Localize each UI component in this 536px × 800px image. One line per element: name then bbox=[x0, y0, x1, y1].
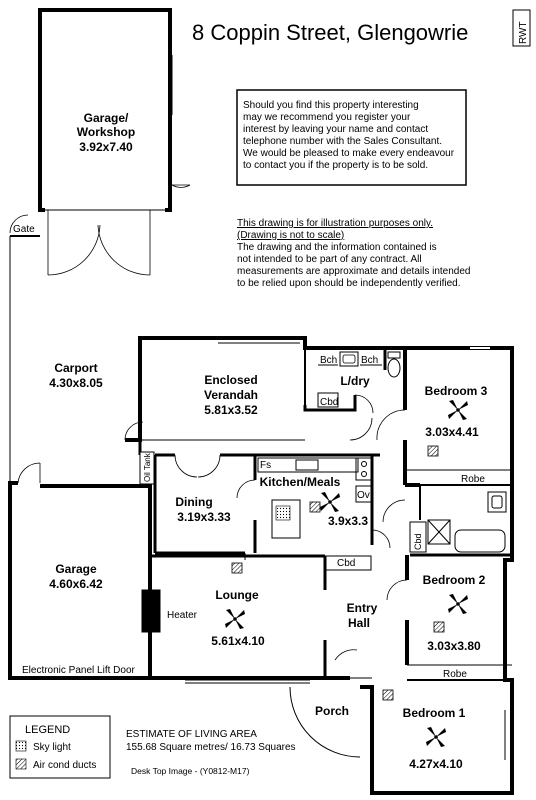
bathroom bbox=[383, 485, 512, 555]
kitchen-dims: 3.9x3.3 bbox=[327, 514, 369, 528]
fridge-space-label: Fs bbox=[260, 460, 272, 471]
contact-line-5: We would be pleased to make every endeavour bbox=[243, 148, 455, 159]
hall-cupboard-label: Cbd bbox=[337, 558, 356, 569]
verandah-name2: Verandah bbox=[203, 388, 259, 402]
porch-outline bbox=[290, 687, 360, 757]
page-title: 8 Coppin Street, Glengowrie bbox=[192, 20, 469, 45]
dining-dims: 3.19x3.33 bbox=[177, 510, 231, 524]
contact-line-1: Should you find this property interesting bbox=[243, 100, 419, 111]
laundry-name: L/dry bbox=[340, 374, 370, 388]
oil-tank-label: Oil Tank bbox=[143, 453, 152, 482]
garage-workshop-name1: Garage/ bbox=[83, 111, 129, 125]
disclaimer-line-4: not intended to be part of any contract. All bbox=[237, 254, 422, 265]
robe-label-bedroom3: Robe bbox=[461, 474, 485, 485]
garage-door-label: Electronic Panel Lift Door bbox=[22, 665, 135, 676]
legend-title: LEGEND bbox=[25, 724, 71, 736]
contact-line-6: to contact you if the property is to be sold. bbox=[243, 160, 429, 171]
contact-line-4: telephone number with the Sales Consultant. bbox=[243, 136, 443, 147]
estimate-line-2: 155.68 Square metres/ 16.73 Squares bbox=[126, 742, 296, 753]
toilet bbox=[388, 352, 400, 377]
bedroom1-ceiling-fan-icon bbox=[426, 727, 446, 747]
garage-dims: 4.60x6.42 bbox=[49, 577, 103, 591]
contact-line-3: interest by leaving your name and contact bbox=[243, 124, 429, 135]
bedroom1-dims: 4.27x4.10 bbox=[409, 757, 463, 771]
heater-label: Heater bbox=[167, 610, 198, 621]
carport-area bbox=[10, 236, 140, 483]
lounge-aircon-duct-icon bbox=[232, 563, 242, 573]
bedroom3-aircon-duct-icon bbox=[428, 446, 438, 456]
bedroom3-room bbox=[377, 348, 512, 485]
legend-skylight-icon bbox=[16, 741, 26, 751]
kitchen-room bbox=[258, 455, 390, 548]
bedroom3-ceiling-fan-icon bbox=[448, 400, 468, 420]
lounge-name: Lounge bbox=[215, 588, 259, 602]
bedroom2-name: Bedroom 2 bbox=[422, 573, 486, 587]
disclaimer-line-2: (Drawing is not to scale) bbox=[237, 230, 345, 241]
verandah-name1: Enclosed bbox=[204, 373, 258, 387]
robe-label-bedroom2: Robe bbox=[443, 669, 467, 680]
bedroom3-name: Bedroom 3 bbox=[424, 384, 488, 398]
carport-dims: 4.30x8.05 bbox=[49, 376, 103, 390]
bedroom2-door-swing bbox=[387, 580, 407, 600]
bedroom1-name: Bedroom 1 bbox=[402, 706, 466, 720]
carport-name: Carport bbox=[54, 361, 98, 375]
kitchen-name: Kitchen/Meals bbox=[259, 475, 341, 489]
disclaimer-line-1: This drawing is for illustration purposes only. bbox=[237, 218, 434, 229]
entry-name2: Hall bbox=[347, 616, 371, 630]
bedroom1-aircon-duct-icon bbox=[383, 690, 393, 700]
bench-label-1: Bch bbox=[320, 355, 338, 366]
bedroom2-ceiling-fan-icon bbox=[448, 594, 468, 614]
garage-workshop-dims: 3.92x7.40 bbox=[79, 140, 133, 154]
disclaimer-line-5: measurements are approximate and details intended bbox=[237, 266, 471, 277]
disclaimer-line-3: The drawing and the information contained is bbox=[237, 242, 437, 253]
verandah-dims: 5.81x3.52 bbox=[204, 403, 258, 417]
bedroom2-aircon-duct-icon bbox=[434, 622, 444, 632]
legend-aircon-icon bbox=[16, 759, 26, 769]
contact-line-2: may we recommend you register your bbox=[243, 112, 411, 123]
porch-name: Porch bbox=[314, 704, 350, 718]
lounge-dims: 5.61x4.10 bbox=[211, 634, 265, 648]
bedroom2-dims: 3.03x3.80 bbox=[427, 639, 481, 653]
bench-label-2: Bch bbox=[361, 355, 379, 366]
gate-label: Gate bbox=[13, 224, 35, 235]
disclaimer-line-6: to be relied upon should be independently verified. bbox=[237, 278, 461, 289]
kitchen-ceiling-fan-icon bbox=[320, 492, 340, 512]
dining-name: Dining bbox=[175, 495, 213, 509]
lounge-ceiling-fan-icon bbox=[225, 609, 245, 629]
estimate-line-1: ESTIMATE OF LIVING AREA bbox=[126, 729, 257, 740]
oven-label: Ov bbox=[357, 490, 370, 501]
bath-cupboard-label: Cbd bbox=[413, 533, 423, 550]
garage-workshop-name2: Workshop bbox=[76, 125, 136, 139]
bedroom2-room bbox=[407, 585, 512, 680]
entry-name1: Entry bbox=[346, 601, 378, 615]
legend-aircon-label: Air cond ducts bbox=[33, 760, 97, 771]
garage-name: Garage bbox=[55, 562, 97, 576]
footer-text: Desk Top Image - (Y0812-M17) bbox=[131, 766, 250, 776]
bedroom3-dims: 3.03x4.41 bbox=[425, 425, 479, 439]
kitchen-aircon-duct-icon bbox=[310, 502, 320, 512]
badge-text: RWT bbox=[518, 21, 529, 44]
kitchen-skylight-icon bbox=[276, 506, 290, 520]
laundry-cupboard-label: Cbd bbox=[320, 397, 339, 408]
entry-door-swing bbox=[335, 650, 357, 660]
legend-skylight-label: Sky light bbox=[33, 742, 71, 753]
